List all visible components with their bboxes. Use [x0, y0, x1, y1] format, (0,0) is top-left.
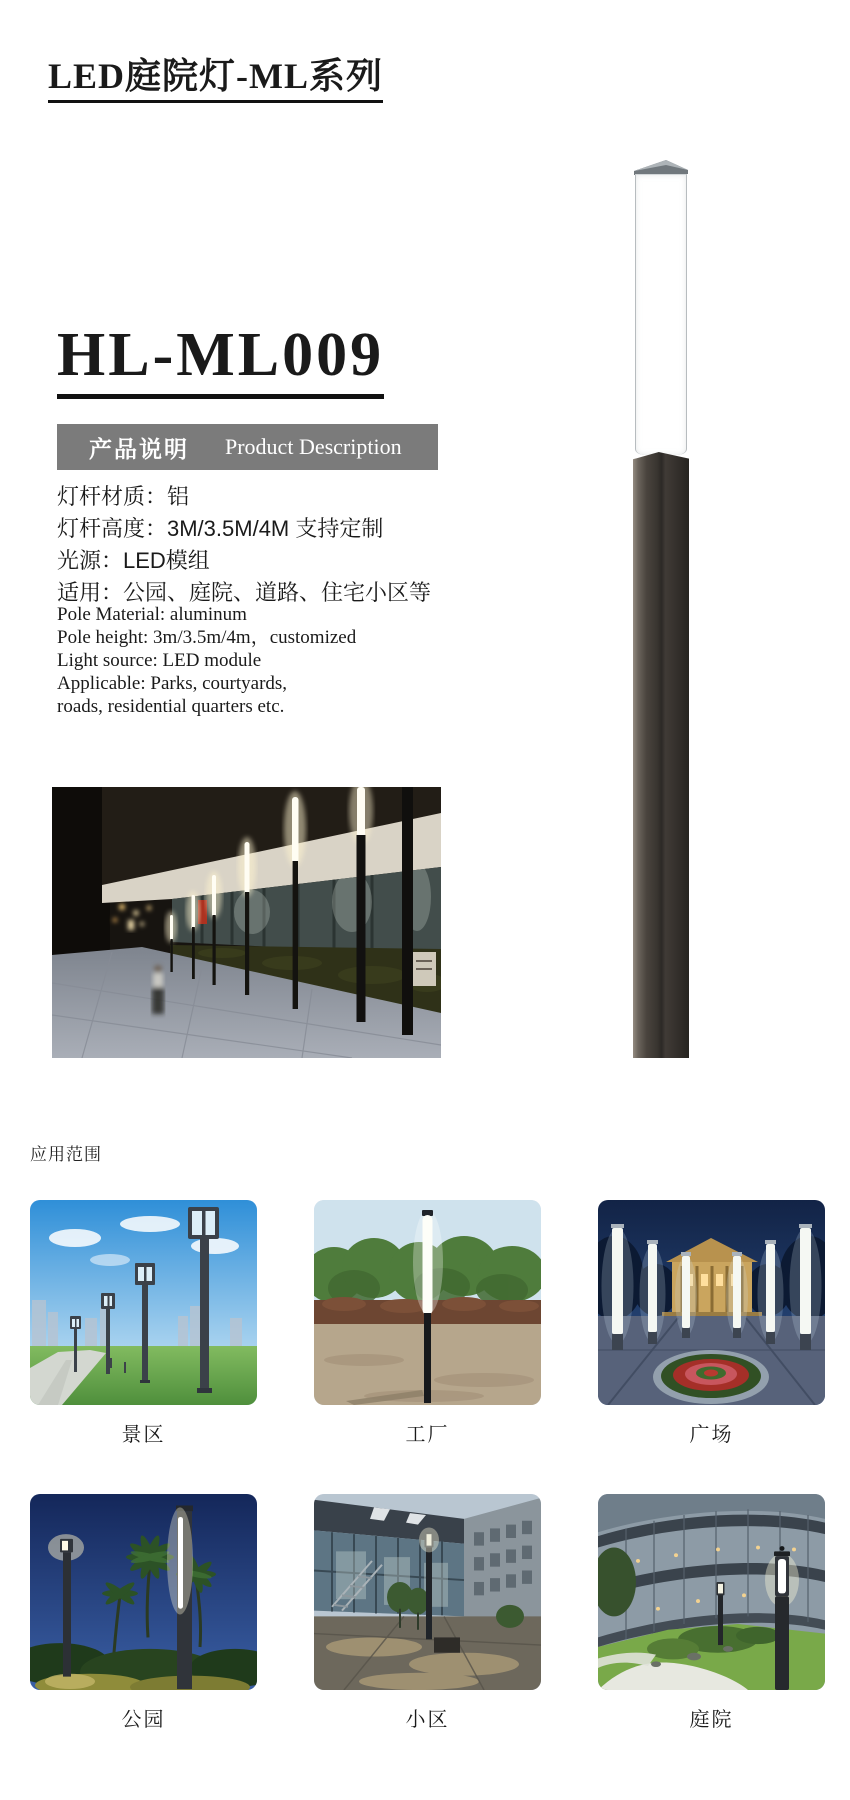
specs-english [57, 603, 356, 718]
app-card-plaza [598, 1200, 825, 1447]
residential-scene [314, 1494, 541, 1690]
spec-line: Pole height: 3m/3.5m/4m，customized [57, 627, 357, 648]
factory-scene [314, 1200, 541, 1405]
app-photo-courtyard [598, 1494, 825, 1690]
app-card-park [30, 1494, 257, 1732]
product-pole-image [633, 158, 689, 1058]
night-street-scene [52, 787, 441, 1058]
app-card-residential [314, 1494, 541, 1732]
app-card-factory [314, 1200, 541, 1447]
app-label-scenic: 景区 [121, 1424, 166, 1446]
app-label-residential: 小区 [405, 1709, 450, 1731]
park-scene [30, 1494, 257, 1690]
app-photo-park [30, 1494, 257, 1690]
spec-line: 适用：公园、庭院、道路、住宅小区等 [57, 580, 432, 605]
spec-line: 灯杆高度：3M/3.5M/4M 支持定制 [57, 516, 384, 541]
app-label-factory: 工厂 [405, 1424, 450, 1446]
specs-chinese [57, 481, 431, 609]
app-photo-plaza [598, 1200, 825, 1405]
spec-line: Applicable: Parks, courtyards, [57, 673, 288, 694]
app-card-courtyard [598, 1494, 825, 1732]
banner-label-en: Product Description [225, 434, 402, 459]
spec-line: 灯杆材质：铝 [57, 484, 190, 509]
spec-line: Pole Material: aluminum [57, 604, 247, 625]
app-label-plaza: 广场 [689, 1424, 734, 1446]
courtyard-scene [598, 1494, 825, 1690]
app-card-scenic [30, 1200, 257, 1447]
pole-shaft [633, 452, 689, 1058]
banner-label-cn: 产品说明 [89, 435, 189, 462]
plaza-scene [598, 1200, 825, 1405]
scenic-area-scene [30, 1200, 257, 1405]
applications-heading: 应用范围 [30, 1145, 102, 1164]
app-label-courtyard: 庭院 [689, 1709, 734, 1731]
spec-line: 光源：LED模组 [57, 548, 210, 573]
series-title: LED庭院灯-ML系列 [48, 56, 383, 103]
pole-luminous-panel [635, 174, 687, 455]
app-photo-scenic-area [30, 1200, 257, 1405]
spec-line: roads, residential quarters etc. [57, 696, 285, 717]
model-number: HL-ML009 [57, 324, 384, 399]
app-photo-factory [314, 1200, 541, 1405]
app-label-park: 公园 [121, 1709, 166, 1731]
night-street-photo [52, 787, 441, 1058]
product-description-banner [57, 424, 438, 470]
app-photo-residential [314, 1494, 541, 1690]
spec-line: Light source: LED module [57, 650, 262, 671]
